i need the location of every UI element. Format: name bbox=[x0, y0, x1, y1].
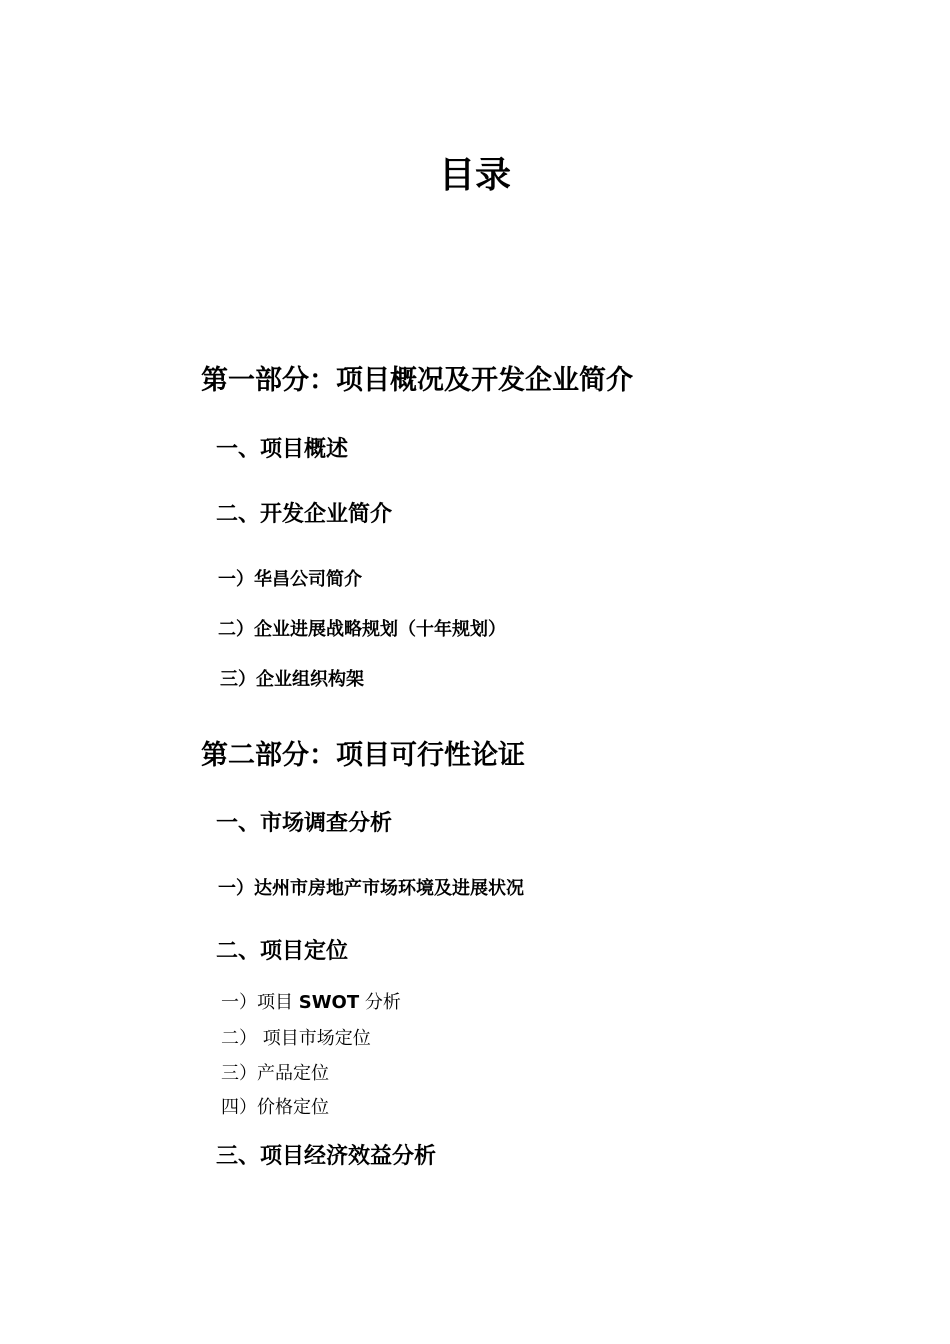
item-emphasis: SWOT bbox=[298, 992, 360, 1013]
subsection-item bbox=[221, 990, 401, 1016]
subsection-item: 一）华昌公司简介 bbox=[218, 569, 362, 590]
item-suffix: 分析 bbox=[359, 992, 401, 1013]
section-heading: 一、项目概述 bbox=[216, 437, 349, 462]
item-prefix: 一）项目 bbox=[221, 992, 299, 1013]
subsection-item: 二）企业进展战略规划（十年规划） bbox=[218, 619, 506, 640]
subsection-item: 三）产品定位 bbox=[221, 1063, 329, 1084]
part-heading: 第二部分：项目可行性论证 bbox=[201, 740, 525, 771]
subsection-item: 三）企业组织构架 bbox=[220, 669, 364, 690]
subsection-item: 一）达州市房地产市场环境及进展状况 bbox=[218, 878, 524, 899]
toc-title: 目录 bbox=[438, 155, 511, 196]
subsection-item: 二） 项目市场定位 bbox=[221, 1028, 371, 1049]
section-heading: 三、项目经济效益分析 bbox=[216, 1144, 437, 1169]
section-heading: 一、市场调查分析 bbox=[216, 811, 393, 836]
section-heading: 二、开发企业简介 bbox=[216, 502, 393, 527]
part-heading: 第一部分：项目概况及开发企业简介 bbox=[201, 365, 633, 396]
section-heading: 二、项目定位 bbox=[216, 939, 349, 964]
subsection-item: 四）价格定位 bbox=[221, 1097, 329, 1118]
